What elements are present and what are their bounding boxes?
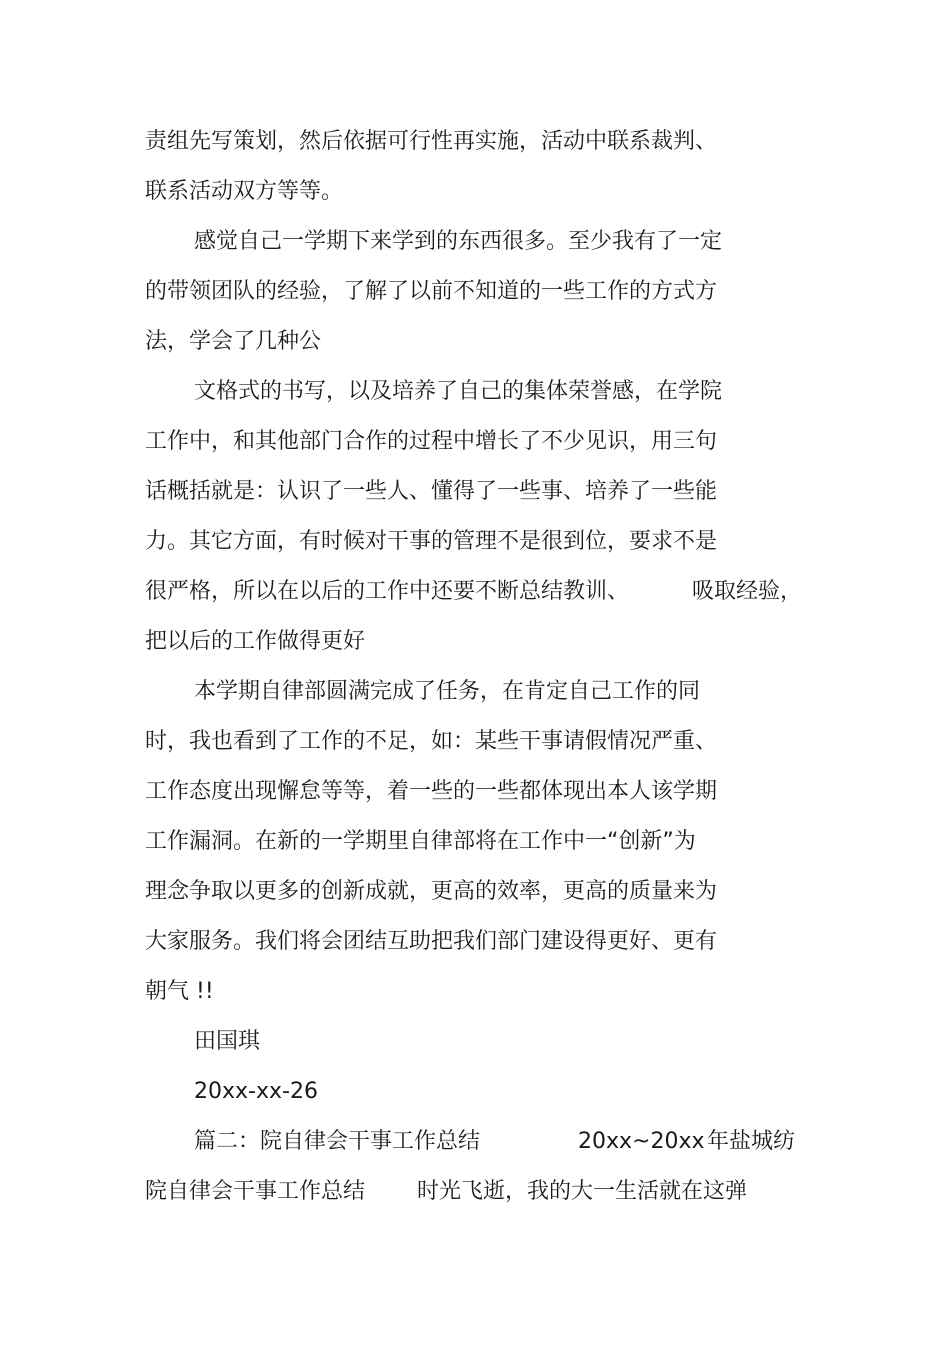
signature-date: 20xx-xx-26 bbox=[194, 1079, 318, 1104]
paragraph-line: 工作漏洞。在新的一学期里自律部将在工作中一“创新”为 bbox=[145, 829, 696, 854]
paragraph-line: 吸取经验， bbox=[692, 579, 803, 604]
paragraph-line: 责组先写策划，然后依据可行性再实施，活动中联系裁判、 bbox=[145, 129, 718, 154]
paragraph-line: 时光飞逝，我的大一生活就在这弹 bbox=[417, 1179, 748, 1204]
paragraph-line: 朝气 !! bbox=[145, 979, 214, 1004]
paragraph-line: 理念争取以更多的创新成就，更高的效率，更高的质量来为 bbox=[145, 879, 718, 904]
paragraph-line: 力。其它方面，有时候对干事的管理不是很到位，要求不是 bbox=[145, 529, 718, 554]
paragraph-line: 工作态度出现懈怠等等，着一些的一些都体现出本人该学期 bbox=[145, 779, 718, 804]
paragraph-line: 大家服务。我们将会团结互助把我们部门建设得更好、更有 bbox=[145, 929, 718, 954]
section-heading: 20xx~20xx bbox=[578, 1129, 705, 1154]
paragraph-line: 法，学会了几种公 bbox=[145, 329, 322, 354]
paragraph-line: 工作中，和其他部门合作的过程中增长了不少见识，用三句 bbox=[145, 429, 718, 454]
paragraph-line: 时，我也看到了工作的不足，如：某些干事请假情况严重、 bbox=[145, 729, 718, 754]
paragraph-line: 本学期自律部圆满完成了任务，在肯定自己工作的同 bbox=[194, 679, 701, 704]
paragraph-line: 院自律会干事工作总结 bbox=[145, 1179, 366, 1204]
paragraph-line: 把以后的工作做得更好 bbox=[145, 629, 366, 654]
paragraph-line: 文格式的书写，以及培养了自己的集体荣誉感，在学院 bbox=[194, 379, 723, 404]
section-heading: 年盐城纺 bbox=[707, 1129, 796, 1154]
paragraph-line: 的带领团队的经验，了解了以前不知道的一些工作的方式方 bbox=[145, 279, 718, 304]
paragraph-line: 很严格，所以在以后的工作中还要不断总结教训、 bbox=[145, 579, 630, 604]
paragraph-line: 联系活动双方等等。 bbox=[145, 179, 344, 204]
paragraph-line: 感觉自己一学期下来学到的东西很多。至少我有了一定 bbox=[194, 229, 723, 254]
signature-name: 田国琪 bbox=[194, 1029, 261, 1054]
paragraph-line: 话概括就是：认识了一些人、懂得了一些事、培养了一些能 bbox=[145, 479, 718, 504]
section-heading: 篇二：院自律会干事工作总结 bbox=[194, 1129, 481, 1154]
